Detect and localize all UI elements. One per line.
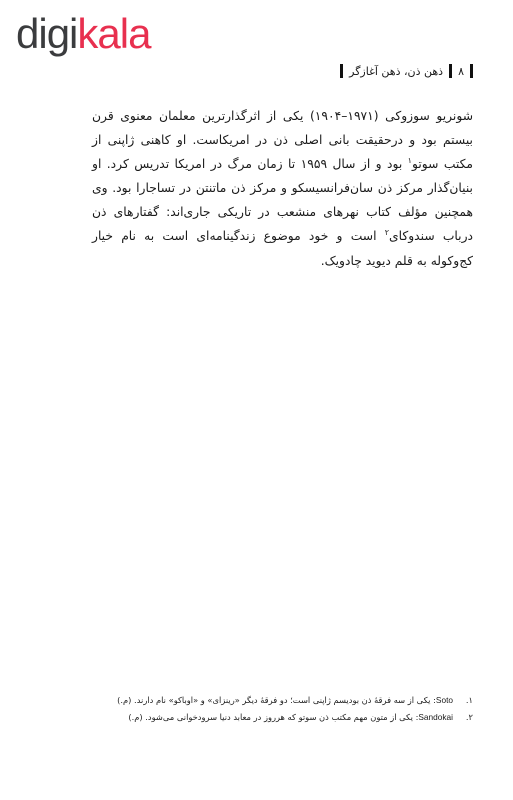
header-bar-mid [449,64,452,78]
footnote-1 [60,692,473,709]
running-header [340,64,473,78]
body-line-2: و درحقیقت بانی اصلی ذن در امریکاست. او کاهنی ژاپنی از مکتب سوتو$^۱$ بود و از [92,133,473,172]
footnote-term: Sandokai [418,712,453,722]
body-line-5: جاری‌اند: گفتارهای ذن درباب سندوکای$^۲$ است و خود موضوع زندگینامه‌ای است [92,205,473,244]
digikala-logo: digikala [16,10,151,57]
running-title: ذهن ذن، ذهن آغازگر [349,64,444,78]
footnote-ref-1: ۱ [407,156,412,166]
page-number: ۸ [458,64,464,78]
body-paragraph [92,104,473,273]
footnote-term: Soto [435,695,453,705]
footnote-2 [60,709,473,726]
header-bar-right [470,64,473,78]
footnote-body: Sandokai: یکی از متون مهم مکتب ذن سوتو که هرروز در معابد دنیا سرودخوانی می‌شود. (م.) [128,712,453,722]
footnote-ref-2: ۲ [384,228,389,238]
footnote-number: ۲. [465,712,473,722]
footnotes [60,692,473,726]
footnote-number: ۱. [465,695,473,705]
body-line-1: شونریو سوزوکی (۱۹۷۱–۱۹۰۴) یکی از اثرگذارترین معلمان معنوی قرن بیستم بود [92,109,473,148]
body-line-3: سال ۱۹۵۹ تا زمان مرگ در امریکا تدریس کرد. او بنیان‌گذار مرکز ذن سان‌فرانسیسکو و [92,157,473,196]
footnote-body: Soto: یکی از سه فرقهٔ ذن بودیسم ژاپنی است؛ دو فرقهٔ دیگر «رینزای» و «اوباکو» نام دارند. (م.) [117,695,453,705]
header-bar-left [340,64,343,78]
body-line-6: به نام خیار کج‌وکوله به قلم دیوید چادویک. [92,229,473,268]
body-line-4: مرکز ذن ماتنتن در تساجارا بود. وی همچنین مؤلف کتاب نهرهای منشعب در تاریکی [92,181,473,220]
